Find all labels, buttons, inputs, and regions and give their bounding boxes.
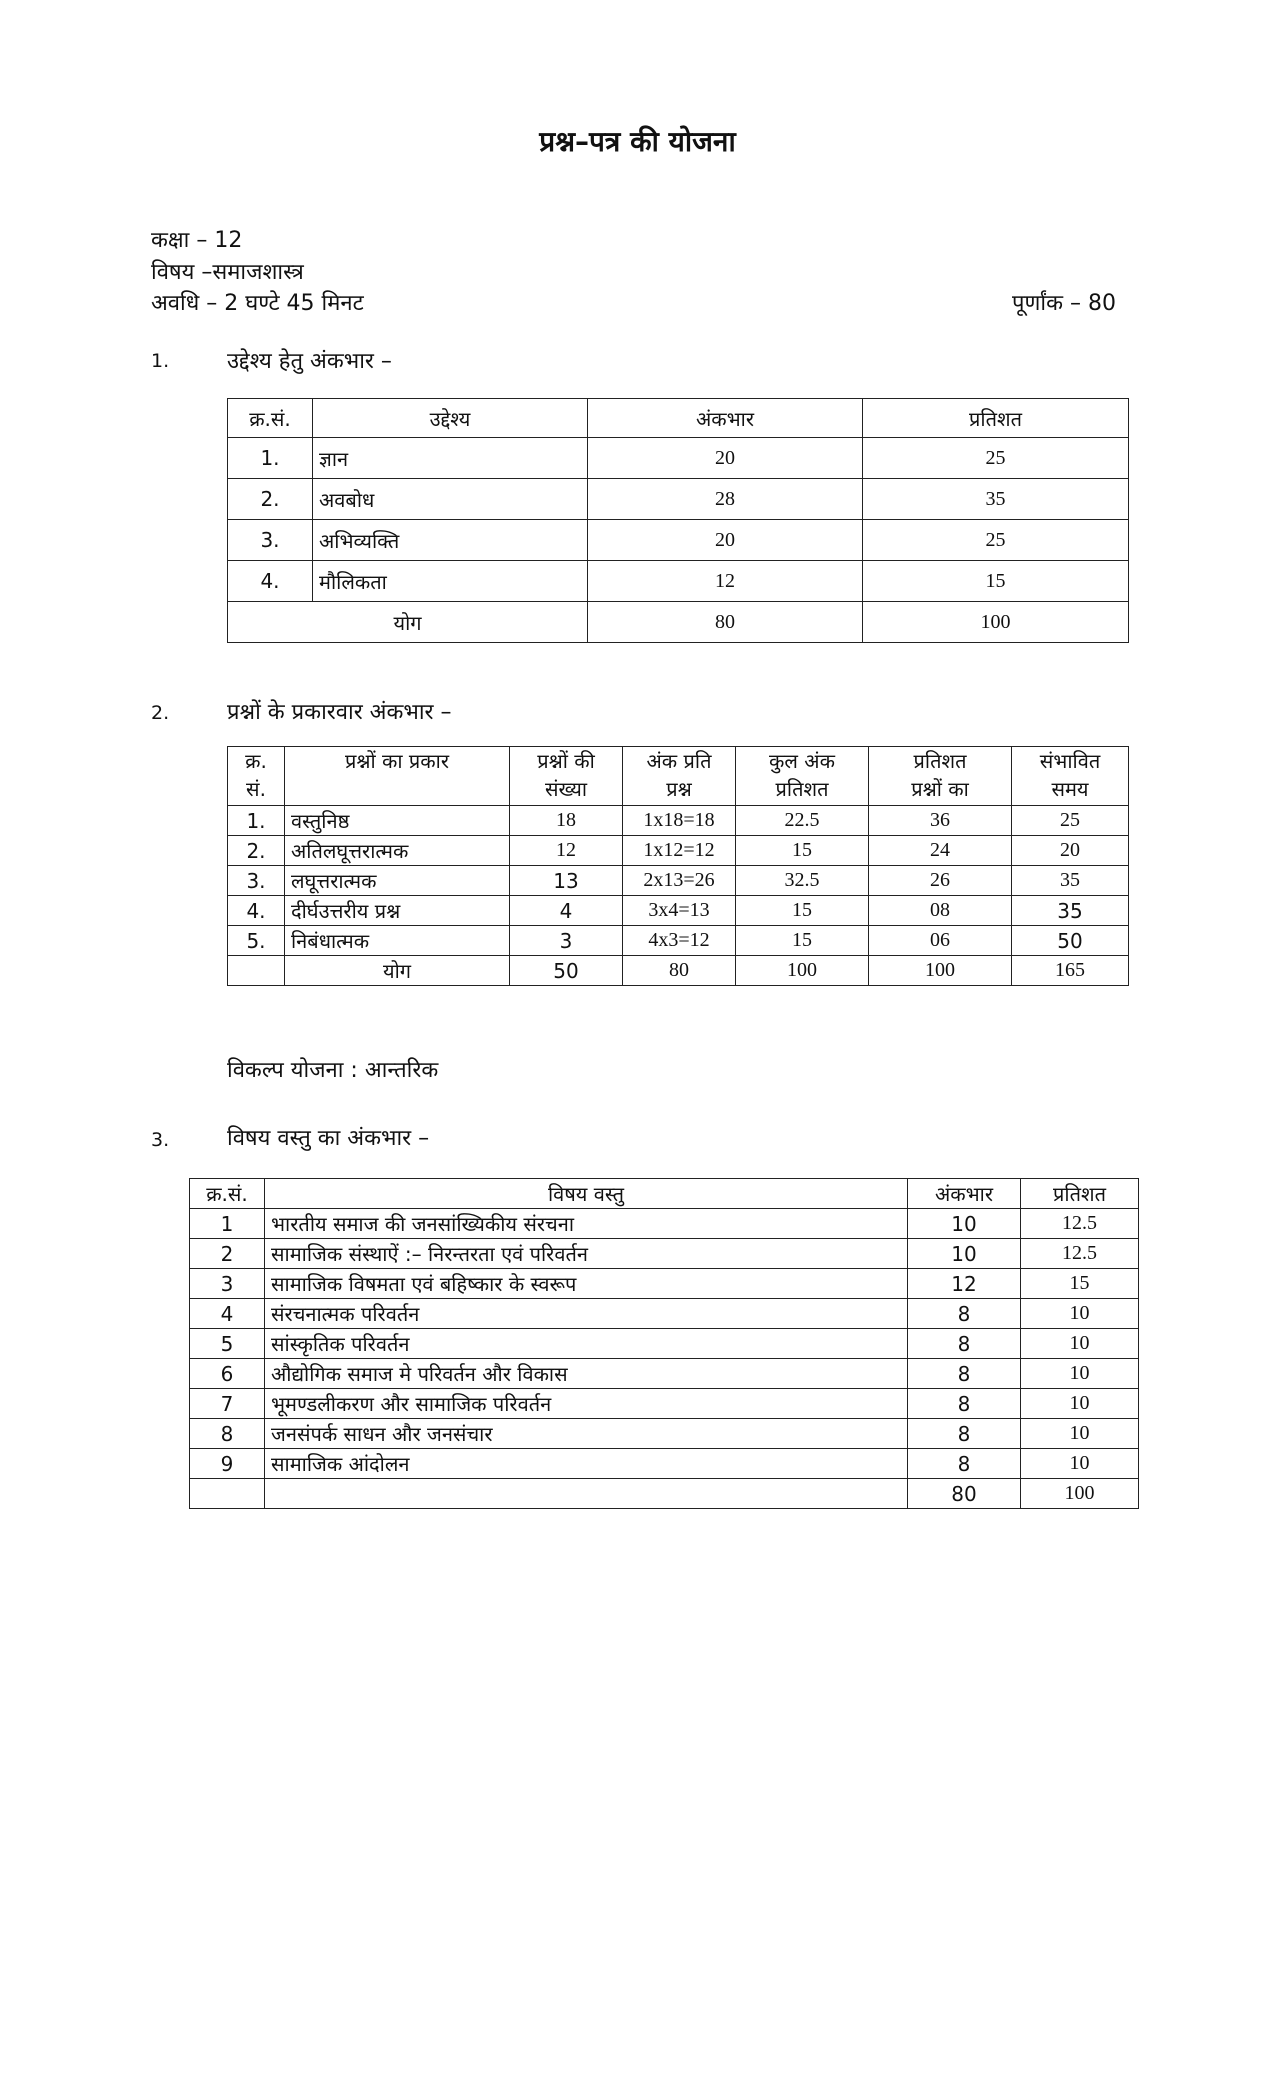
total-blank [265,1479,908,1509]
question-count: 13 [510,866,623,896]
option-plan-label: विकल्प योजना : आन्तरिक [227,1058,439,1083]
question-percent: 26 [869,866,1012,896]
total-marks-percent: 22.5 [736,806,869,836]
percent-cell: 10 [1021,1449,1139,1479]
table-row [228,836,1129,866]
estimated-time: 50 [1012,926,1129,956]
marks-cell: 8 [908,1419,1021,1449]
page-title: प्रश्न–पत्र की योजना [539,125,736,158]
row-number: 2. [228,479,313,520]
total-percent: 100 [1021,1479,1139,1509]
row-number: 4 [190,1299,265,1329]
row-number: 3. [228,520,313,561]
table-row [190,1299,1139,1329]
table-row [228,438,1129,479]
section-2-number: 2. [151,702,170,724]
row-number: 2. [228,836,285,866]
marks-per-question: 3x4=13 [623,896,736,926]
percent-cell: 15 [863,561,1129,602]
content-topic: सांस्कृतिक परिवर्तन [265,1329,908,1359]
question-type: लघूत्तरात्मक [285,866,510,896]
section-3-title: विषय वस्तु का अंकभार – [227,1126,430,1151]
total-marks-percent: 15 [736,926,869,956]
header-cell: प्रतिशत प्रश्नों का [869,747,1012,806]
table-row [228,479,1129,520]
header-cell: अंकभार [588,399,863,438]
table-row [190,1239,1139,1269]
question-count: 4 [510,896,623,926]
question-percent: 24 [869,836,1012,866]
row-number: 6 [190,1359,265,1389]
percent-cell: 10 [1021,1299,1139,1329]
row-number: 4. [228,896,285,926]
question-count: 12 [510,836,623,866]
table-row [228,806,1129,836]
percent-cell: 25 [863,438,1129,479]
row-number: 2 [190,1239,265,1269]
table-row [228,520,1129,561]
marks-cell: 8 [908,1359,1021,1389]
header-cell: प्रतिशत [863,399,1129,438]
question-count: 3 [510,926,623,956]
marks-cell: 20 [588,520,863,561]
marks-cell: 12 [588,561,863,602]
table-row [190,1449,1139,1479]
total-marks-percent: 32.5 [736,866,869,896]
content-weightage-table [189,1178,1139,1509]
content-topic: सामाजिक संस्थाऐं :– निरन्तरता एवं परिवर्तन [265,1239,908,1269]
estimated-time: 25 [1012,806,1129,836]
objective-name: अभिव्यक्ति [313,520,588,561]
total-marks-percent: 100 [736,956,869,986]
marks-cell: 8 [908,1299,1021,1329]
content-topic: औद्योगिक समाज मे परिवर्तन और विकास [265,1359,908,1389]
section-1-number: 1. [151,350,170,372]
estimated-time: 35 [1012,896,1129,926]
marks-cell: 8 [908,1389,1021,1419]
question-type: निबंधात्मक [285,926,510,956]
estimated-time: 35 [1012,866,1129,896]
marks-cell: 8 [908,1329,1021,1359]
percent-cell: 10 [1021,1359,1139,1389]
row-number: 7 [190,1389,265,1419]
row-number: 5. [228,926,285,956]
section-1-title: उद्देश्य हेतु अंकभार – [227,349,392,374]
duration-label: अवधि – 2 घण्टे 45 मिनट [151,291,364,316]
table-header-row [228,399,1129,438]
table-row [190,1419,1139,1449]
percent-cell: 10 [1021,1389,1139,1419]
percent-cell: 12.5 [1021,1239,1139,1269]
content-topic: भूमण्डलीकरण और सामाजिक परिवर्तन [265,1389,908,1419]
question-type: अतिलघूत्तरात्मक [285,836,510,866]
table-total-row [228,956,1129,986]
objective-name: अवबोध [313,479,588,520]
header-cell: संभावित समय [1012,747,1129,806]
total-marks-percent: 15 [736,836,869,866]
marks-cell: 12 [908,1269,1021,1299]
table-row [228,561,1129,602]
total-marks: 80 [908,1479,1021,1509]
table-row [190,1359,1139,1389]
content-topic: संरचनात्मक परिवर्तन [265,1299,908,1329]
total-label: योग [285,956,510,986]
row-number: 9 [190,1449,265,1479]
row-number: 3. [228,866,285,896]
content-topic: जनसंपर्क साधन और जनसंचार [265,1419,908,1449]
table-row [190,1209,1139,1239]
header-cell: क्र.सं. [228,399,313,438]
percent-cell: 25 [863,520,1129,561]
table-row [190,1329,1139,1359]
question-percent: 06 [869,926,1012,956]
marks-cell: 10 [908,1239,1021,1269]
marks-cell: 20 [588,438,863,479]
row-number: 1 [190,1209,265,1239]
row-number: 3 [190,1269,265,1299]
header-cell: क्र. सं. [228,747,285,806]
question-types-table [227,746,1129,986]
objectives-table [227,398,1129,643]
objective-name: मौलिकता [313,561,588,602]
question-count: 18 [510,806,623,836]
question-type: दीर्घउत्तरीय प्रश्न [285,896,510,926]
header-cell: प्रश्नों की संख्या [510,747,623,806]
percent-cell: 12.5 [1021,1209,1139,1239]
content-topic: सामाजिक विषमता एवं बहिष्कार के स्वरूप [265,1269,908,1299]
marks-per-question: 1x12=12 [623,836,736,866]
table-header-row [190,1179,1139,1209]
total-percent: 100 [863,602,1129,643]
question-type: वस्तुनिष्ठ [285,806,510,836]
percent-cell: 15 [1021,1269,1139,1299]
class-label: कक्षा – 12 [151,228,243,253]
percent-cell: 10 [1021,1419,1139,1449]
header-cell: कुल अंक प्रतिशत [736,747,869,806]
question-percent: 08 [869,896,1012,926]
table-total-row [228,602,1129,643]
header-cell: क्र.सं. [190,1179,265,1209]
row-number: 5 [190,1329,265,1359]
objective-name: ज्ञान [313,438,588,479]
subject-label: विषय –समाजशास्त्र [151,260,304,285]
percent-cell: 10 [1021,1329,1139,1359]
question-percent: 36 [869,806,1012,836]
total-marks: 80 [623,956,736,986]
header-cell: अंक प्रति प्रश्न [623,747,736,806]
row-number: 8 [190,1419,265,1449]
row-number: 1. [228,438,313,479]
total-question-count: 50 [510,956,623,986]
marks-per-question: 1x18=18 [623,806,736,836]
table-total-row [190,1479,1139,1509]
total-marks-percent: 15 [736,896,869,926]
marks-cell: 10 [908,1209,1021,1239]
total-time: 165 [1012,956,1129,986]
row-number: 1. [228,806,285,836]
table-header-row [228,747,1129,806]
section-3-number: 3. [151,1129,170,1151]
header-cell: विषय वस्तु [265,1179,908,1209]
total-blank [228,956,285,986]
max-marks-label: पूर्णांक – 80 [1012,291,1116,316]
marks-cell: 28 [588,479,863,520]
table-row [190,1389,1139,1419]
marks-per-question: 2x13=26 [623,866,736,896]
table-row [190,1269,1139,1299]
table-row [228,926,1129,956]
section-2-title: प्रश्नों के प्रकारवार अंकभार – [227,700,452,725]
total-blank [190,1479,265,1509]
content-topic: भारतीय समाज की जनसांख्यिकीय संरचना [265,1209,908,1239]
row-number: 4. [228,561,313,602]
table-row [228,896,1129,926]
total-question-percent: 100 [869,956,1012,986]
estimated-time: 20 [1012,836,1129,866]
header-cell: प्रतिशत [1021,1179,1139,1209]
header-cell: अंकभार [908,1179,1021,1209]
total-marks: 80 [588,602,863,643]
marks-per-question: 4x3=12 [623,926,736,956]
header-cell: उद्देश्य [313,399,588,438]
marks-cell: 8 [908,1449,1021,1479]
content-topic: सामाजिक आंदोलन [265,1449,908,1479]
total-label: योग [228,602,588,643]
table-row [228,866,1129,896]
percent-cell: 35 [863,479,1129,520]
header-cell: प्रश्नों का प्रकार [285,747,510,806]
